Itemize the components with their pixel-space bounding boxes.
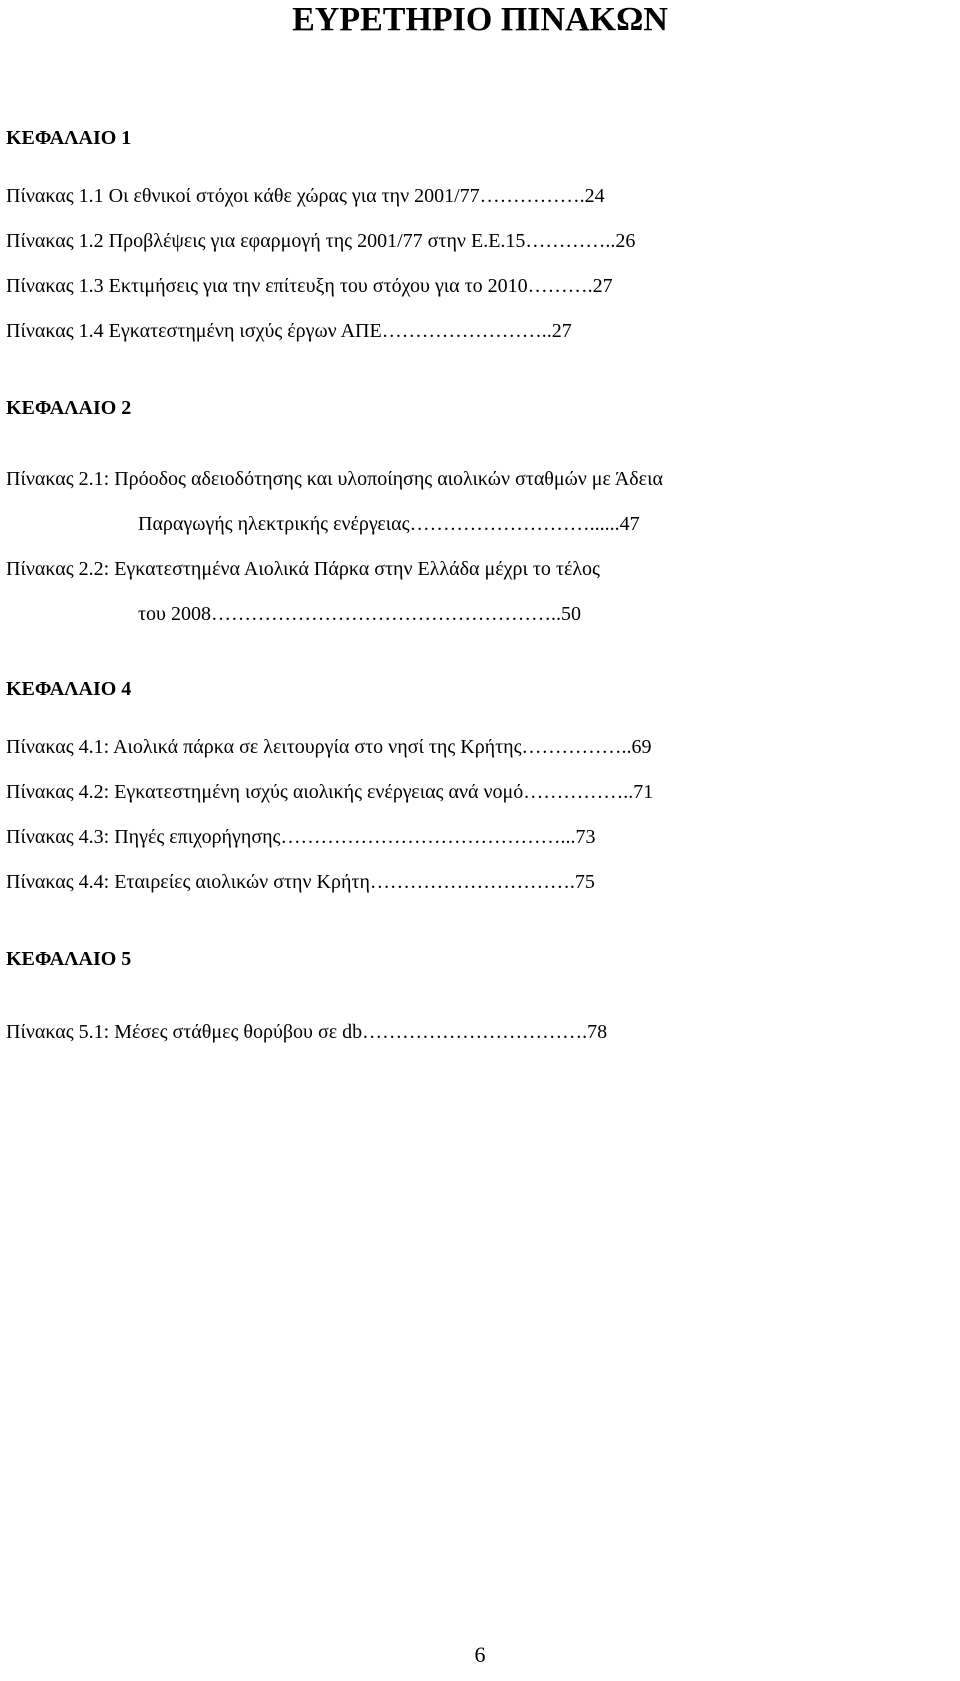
chapter-5-heading: ΚΕΦΑΛΑΙΟ 5 <box>6 948 132 970</box>
table-entry-1-4: Πίνακας 1.4 Εγκατεστημένη ισχύς έργων ΑΠΕ……………………..27 <box>6 320 572 342</box>
table-entry-2-1: Πίνακας 2.1: Πρόοδος αδειοδότησης και υλοποίησης αιολικών σταθμών με Άδεια <box>6 468 663 490</box>
table-entry-1-2: Πίνακας 1.2 Προβλέψεις για εφαρμογή της 2001/77 στην Ε.Ε.15…………..26 <box>6 230 636 252</box>
chapter-2-heading: ΚΕΦΑΛΑΙΟ 2 <box>6 397 132 419</box>
table-entry-2-1-cont: Παραγωγής ηλεκτρικής ενέργειας………………………......47 <box>138 513 640 535</box>
page-title: ΕΥΡΕΤΗΡΙΟ ΠΙΝΑΚΩΝ <box>292 1 668 38</box>
chapter-4-heading: ΚΕΦΑΛΑΙΟ 4 <box>6 678 132 700</box>
table-entry-2-2: Πίνακας 2.2: Εγκατεστημένα Αιολικά Πάρκα στην Ελλάδα μέχρι το τέλος <box>6 558 600 580</box>
table-entry-1-1: Πίνακας 1.1 Οι εθνικοί στόχοι κάθε χώρας για την 2001/77…………….24 <box>6 185 605 207</box>
table-entry-1-3: Πίνακας 1.3 Εκτιμήσεις για την επίτευξη του στόχου για το 2010……….27 <box>6 275 613 297</box>
table-entry-2-2-cont: του 2008……………………………………………..50 <box>138 603 581 625</box>
table-entry-4-1: Πίνακας 4.1: Αιολικά πάρκα σε λειτουργία στο νησί της Κρήτης……………..69 <box>6 736 652 758</box>
table-entry-5-1: Πίνακας 5.1: Μέσες στάθμες θορύβου σε db…………………………….78 <box>6 1021 608 1043</box>
chapter-1-heading: ΚΕΦΑΛΑΙΟ 1 <box>6 127 132 149</box>
page-number: 6 <box>474 1642 486 1667</box>
table-entry-4-4: Πίνακας 4.4: Εταιρείες αιολικών στην Κρήτη………………………….75 <box>6 871 595 893</box>
table-entry-4-3: Πίνακας 4.3: Πηγές επιχορήγησης……………………………………...73 <box>6 826 596 848</box>
table-entry-4-2: Πίνακας 4.2: Εγκατεστημένη ισχύς αιολικής ενέργειας ανά νομό……………..71 <box>6 781 654 803</box>
